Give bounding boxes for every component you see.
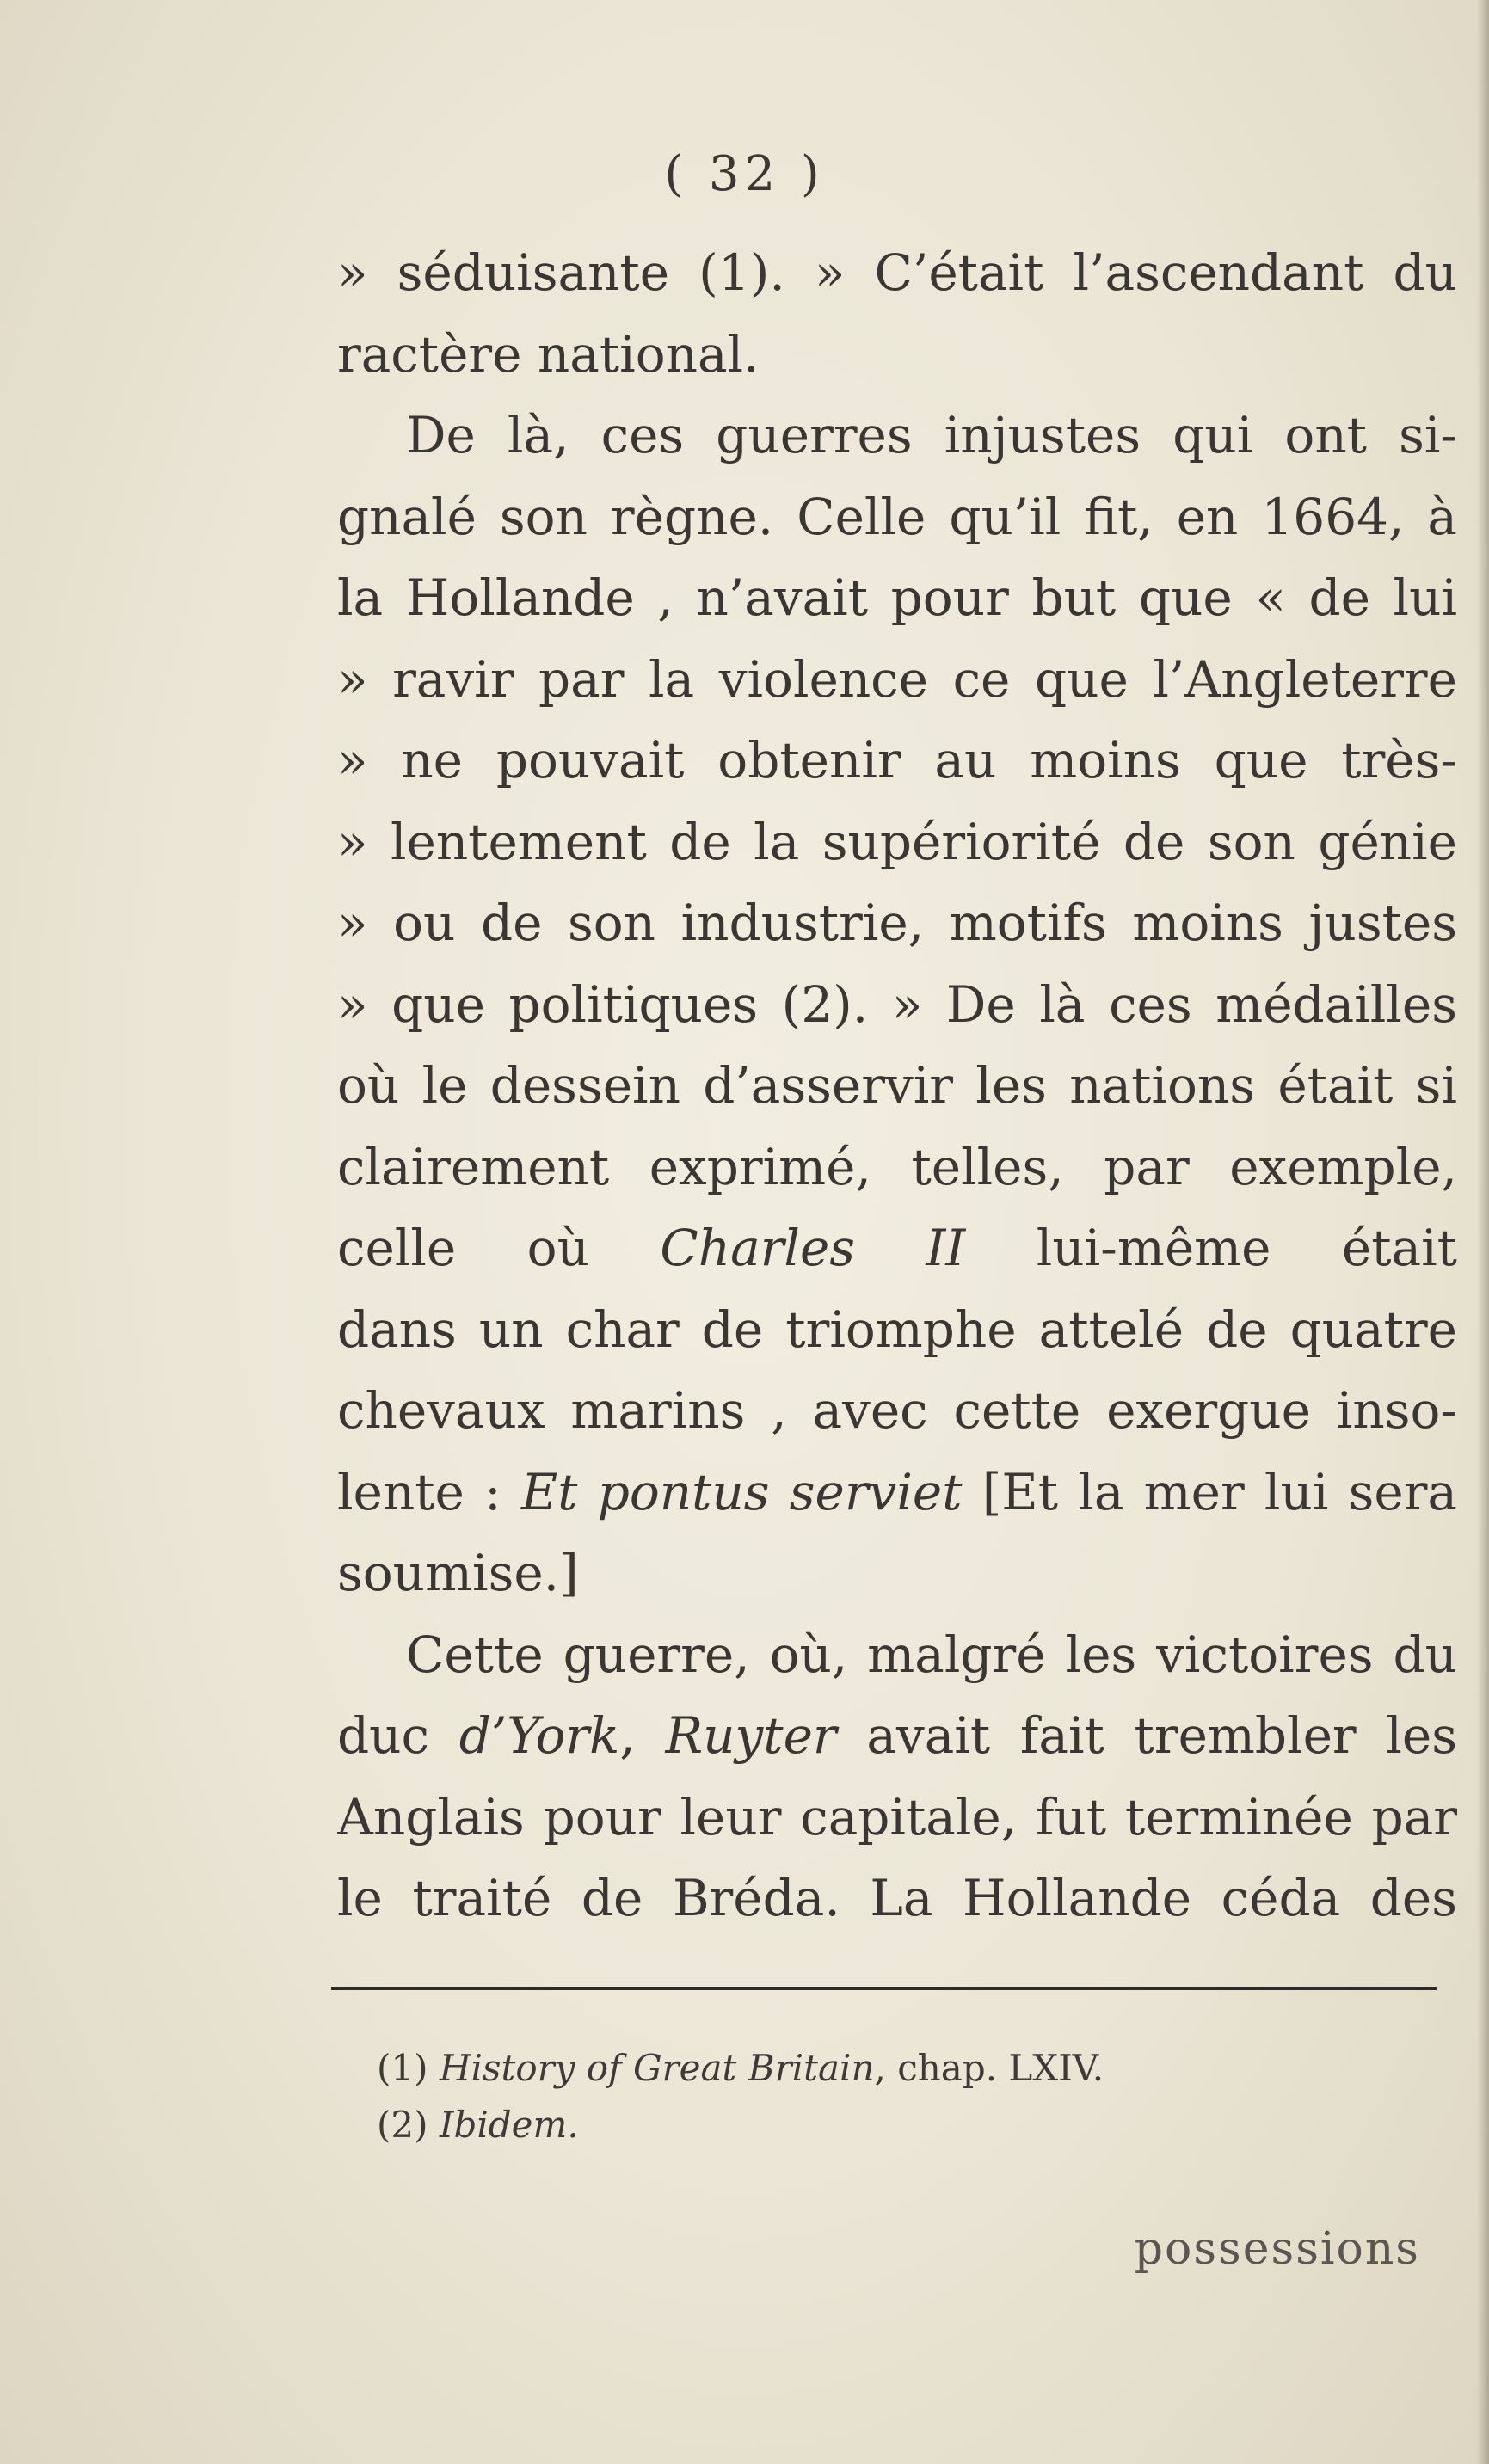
italic-name: Charles II [660, 1219, 966, 1277]
footnote [377, 2040, 1409, 2097]
page-number: ( 32 ) [664, 146, 825, 202]
body-text [337, 232, 1457, 1939]
footnote-rest: , chap. LXIV. [874, 2047, 1104, 2089]
text-line: soumise.] [337, 1544, 579, 1602]
text-line: gnalé son règne. Celle qu’il fit, en 1664, à [337, 487, 1457, 546]
text-line: » lentement de la supériorité de son génie [337, 812, 1457, 871]
text-line: chevaux marins , avec cette exergue inso- [337, 1381, 1457, 1440]
text-segment: avait fait trembler les [836, 1706, 1457, 1765]
text-line: Anglais pour leur capitale, fut terminée par [337, 1787, 1457, 1846]
footnote [377, 2097, 1409, 2154]
text-line: où le dessein d’asservir les nations était si [337, 1056, 1457, 1115]
text-segment: celle où [337, 1219, 661, 1277]
text-segment: lui-même était [1036, 1219, 1457, 1277]
footnote-title: History of Great Britain [439, 2047, 875, 2089]
text-line: ractère national. [337, 324, 760, 384]
text-line: clairement exprimé, telles, par exemple, [337, 1137, 1457, 1196]
text-line: le traité de Bréda. La Hollande céda des [337, 1869, 1457, 1927]
text-line: » séduisante (1). » C’était l’ascendant du [337, 243, 1457, 302]
footnote-mark: (1) [377, 2047, 428, 2089]
footnote-mark: (2) [377, 2104, 428, 2146]
italic-name: d’York [458, 1706, 620, 1765]
text-segment: [Et la mer lui sera [962, 1462, 1457, 1521]
footnote-divider [331, 1987, 1437, 1990]
text-segment: lente : [337, 1462, 521, 1521]
footnotes [377, 2040, 1409, 2154]
text-line [337, 1207, 1457, 1289]
text-line: Cette guerre, où, malgré les victoires du [406, 1625, 1457, 1684]
text-line: » ravir par la violence ce que l’Angleterre [337, 649, 1457, 709]
text-line [337, 1452, 1457, 1533]
footnote-title: Ibidem. [439, 2104, 579, 2146]
text-line [337, 1695, 1457, 1777]
text-line: la Hollande , n’avait pour but que « de lui [337, 568, 1457, 627]
text-line: dans un char de triomphe attelé de quatre [337, 1300, 1457, 1359]
text-line: » ne pouvait obtenir au moins que très- [337, 731, 1457, 790]
text-segment: duc [337, 1706, 459, 1765]
italic-name: Ruyter [665, 1706, 837, 1765]
catchword: possessions [1134, 2223, 1420, 2275]
page-edge-shadow [1477, 0, 1489, 2464]
text-segment: , [619, 1706, 666, 1765]
italic-motto: Et pontus serviet [520, 1462, 963, 1521]
text-line: » que politiques (2). » De là ces médailles [337, 974, 1457, 1034]
text-line: De là, ces guerres injustes qui ont si- [406, 406, 1457, 464]
text-line: » ou de son industrie, motifs moins justes [337, 894, 1457, 952]
